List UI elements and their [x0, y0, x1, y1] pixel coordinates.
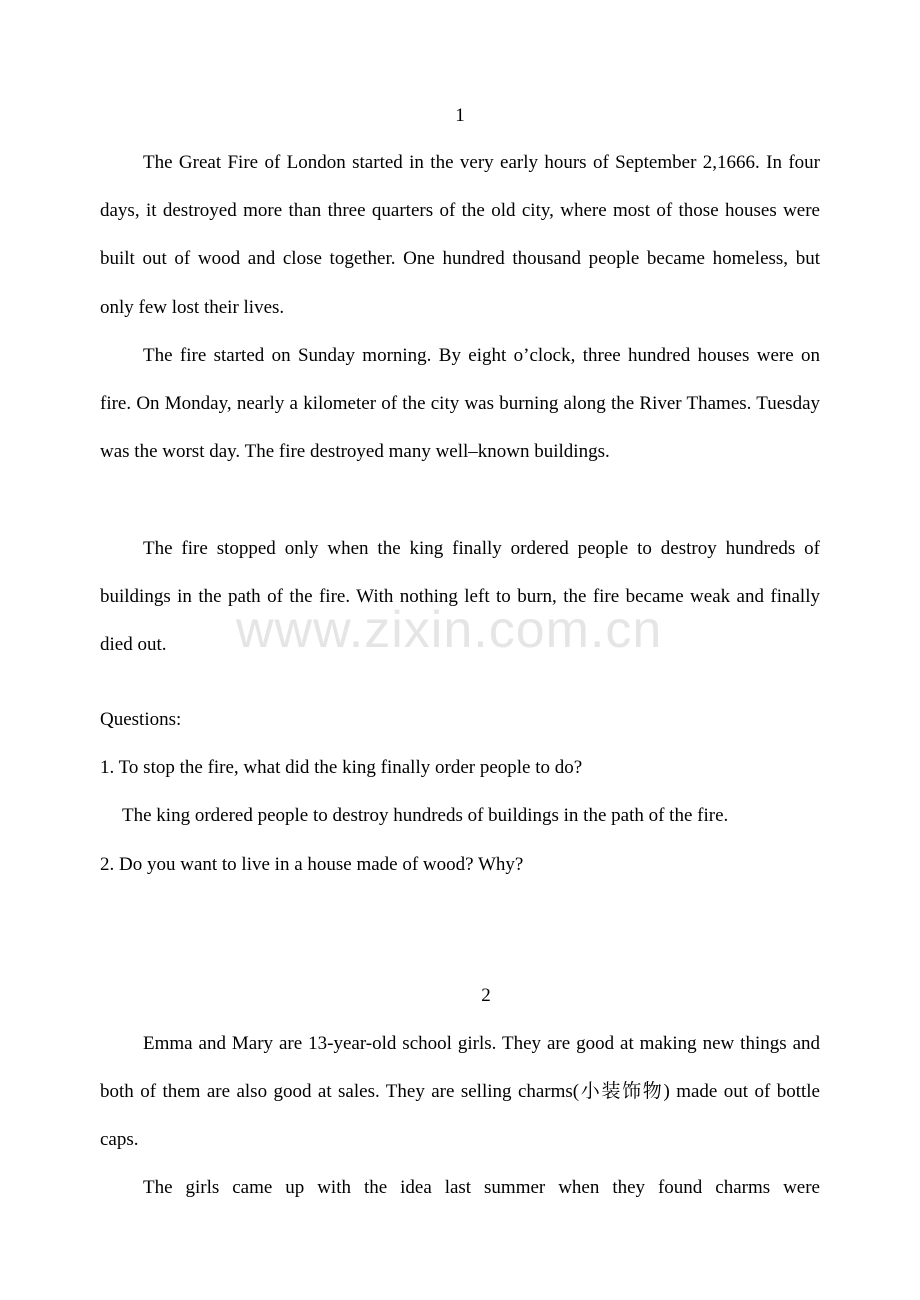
paragraph-1-2: The fire started on Sunday morning. By eight o’clock, three hundred houses were on fire. On Monday, nearly a kilometer of the city was burning along the River Thames. Tuesday was the worst day. The fire destroyed many well–known buildings.	[100, 345, 820, 463]
section-number-1: 1	[455, 105, 465, 126]
section-number-2: 2	[481, 985, 491, 1006]
paragraph-2-2: The girls came up with the idea last summer when they found charms were	[143, 1177, 820, 1198]
answer-1: The king ordered people to destroy hundreds of buildings in the path of the fire.	[122, 805, 729, 826]
watermark: www.zixin.com.cn	[236, 601, 663, 659]
paragraph-2-1: Emma and Mary are 13-year-old school girls. They are good at making new things and both of them are also good at sales. They are selling charms(小装饰物) made out of bottle caps.	[100, 1033, 820, 1151]
paragraph-1-1: The Great Fire of London started in the very early hours of September 2,1666. In four days, it destroyed more than three quarters of the old city, where most of those houses were built out of wood and close together. One hundred thousand people became homeless, but only few lost their lives.	[100, 152, 820, 318]
question-1: 1. To stop the fire, what did the king finally order people to do?	[100, 757, 583, 778]
question-2: 2. Do you want to live in a house made of wood? Why?	[100, 854, 524, 875]
paragraph-1-3: The fire stopped only when the king finally ordered people to destroy hundreds of buildings in the path of the fire. With nothing left to burn, the fire became weak and finally died out.	[100, 538, 820, 656]
questions-heading: Questions:	[100, 709, 182, 730]
